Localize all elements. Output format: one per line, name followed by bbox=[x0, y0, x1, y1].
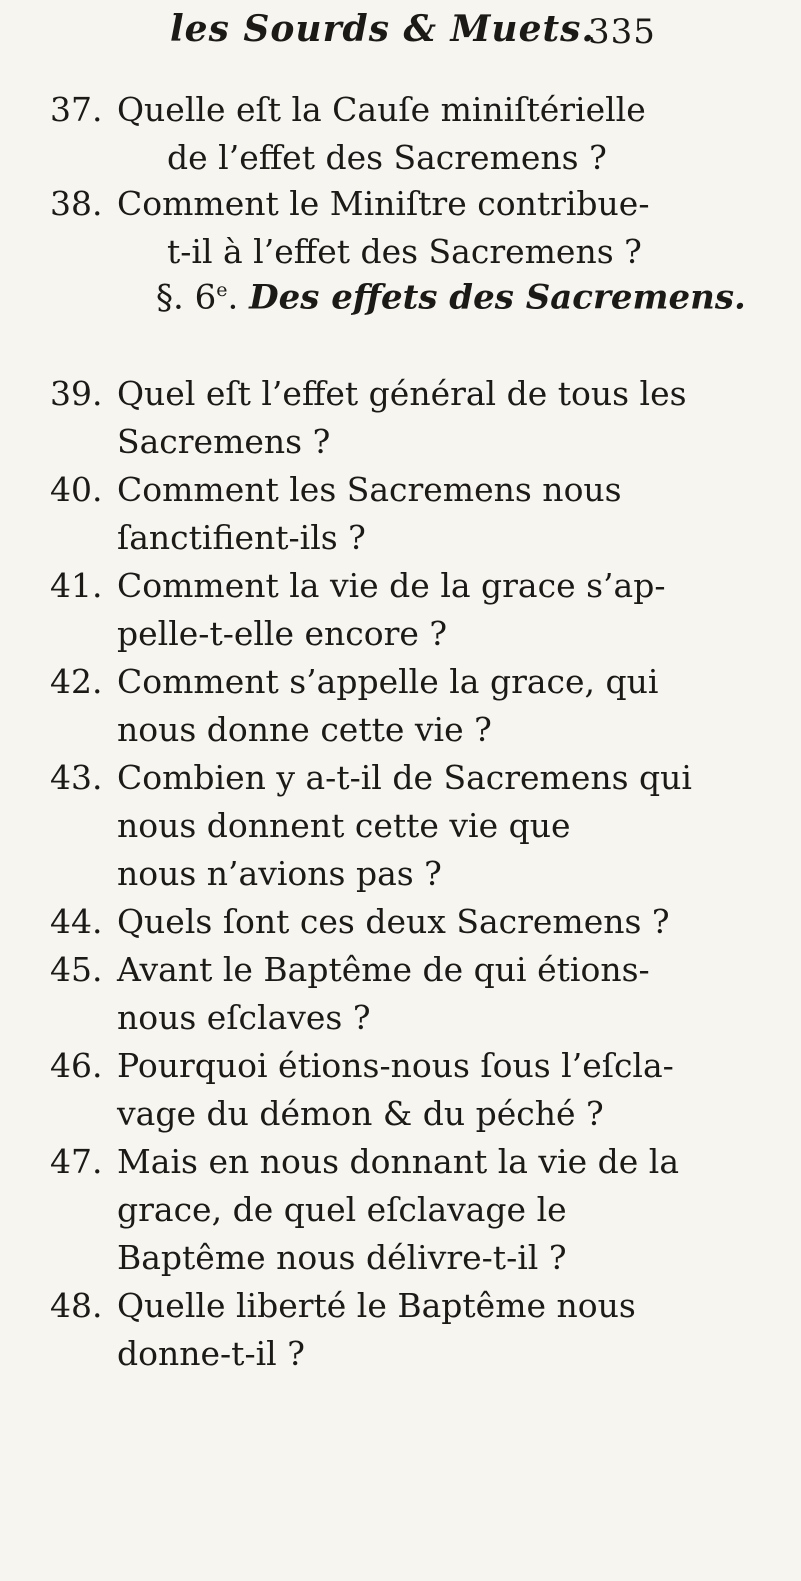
question-line: grace, de quel eſclavage le bbox=[117, 1190, 567, 1229]
question-line: de l’effet des Sacremens ? bbox=[167, 138, 607, 177]
question-line: Quelle eſt la Cauſe miniſtérielle bbox=[117, 90, 646, 129]
question-line: Quels ſont ces deux Sacremens ? bbox=[117, 902, 670, 941]
question-number: 43. bbox=[50, 758, 103, 797]
question-line: nous donnent cette vie que bbox=[117, 806, 571, 845]
question-number: 48. bbox=[50, 1286, 103, 1325]
section-ordinal-sup: e bbox=[216, 279, 228, 301]
section-symbol: §. bbox=[156, 277, 184, 318]
question-text bbox=[117, 1042, 777, 1138]
question-text bbox=[117, 370, 777, 466]
question-number: 46. bbox=[50, 1046, 103, 1085]
question-line: nous donne cette vie ? bbox=[117, 710, 492, 749]
question-text bbox=[117, 658, 777, 754]
question-line: Mais en nous donnant la vie de la bbox=[117, 1142, 679, 1181]
question-number: 39. bbox=[50, 374, 103, 413]
question-line: donne-t-il ? bbox=[117, 1334, 305, 1373]
question-number: 42. bbox=[50, 662, 103, 701]
page-header bbox=[0, 4, 801, 74]
question-line: ſanctifient-ils ? bbox=[117, 518, 366, 557]
question-text bbox=[117, 86, 777, 182]
question-number: 47. bbox=[50, 1142, 103, 1181]
question-number: 41. bbox=[50, 566, 103, 605]
section-ordinal: 6 bbox=[194, 277, 217, 318]
question-text bbox=[117, 898, 777, 946]
question-line: nous eſclaves ? bbox=[117, 998, 371, 1037]
question-line: nous n’avions pas ? bbox=[117, 854, 442, 893]
question-line: Avant le Baptême de qui étions- bbox=[117, 950, 650, 989]
question-text bbox=[117, 1138, 777, 1282]
question-line: Comment le Miniſtre contribue- bbox=[117, 184, 650, 223]
page-number: 335 bbox=[588, 12, 656, 52]
question-text bbox=[117, 754, 777, 898]
question-line: Quelle liberté le Baptême nous bbox=[117, 1286, 636, 1325]
question-text bbox=[117, 466, 777, 562]
question-line: vage du démon & du péché ? bbox=[117, 1094, 604, 1133]
section-heading: §. 6e. Des effets des Sacremens. bbox=[156, 277, 746, 318]
question-line: Comment s’appelle la grace, qui bbox=[117, 662, 659, 701]
question-text bbox=[117, 946, 777, 1042]
question-line: Combien y a-t-il de Sacremens qui bbox=[117, 758, 692, 797]
question-number: 38. bbox=[50, 184, 103, 223]
running-title: les Sourds & Muets. bbox=[170, 8, 595, 50]
question-text bbox=[117, 180, 777, 276]
question-line: Quel eſt l’effet général de tous les bbox=[117, 374, 687, 413]
question-text bbox=[117, 1282, 777, 1378]
question-line: Comment la vie de la grace s’ap- bbox=[117, 566, 666, 605]
question-number: 44. bbox=[50, 902, 103, 941]
question-line: Sacremens ? bbox=[117, 422, 331, 461]
question-line: Comment les Sacremens nous bbox=[117, 470, 622, 509]
section-title: Des effets des Sacremens. bbox=[249, 277, 746, 318]
question-line: t-il à l’effet des Sacremens ? bbox=[167, 232, 642, 271]
question-line: Baptême nous délivre-t-il ? bbox=[117, 1238, 567, 1277]
question-line: Pourquoi étions-nous ſous l’eſcla- bbox=[117, 1046, 674, 1085]
question-number: 40. bbox=[50, 470, 103, 509]
question-text bbox=[117, 562, 777, 658]
question-number: 45. bbox=[50, 950, 103, 989]
question-line: pelle-t-elle encore ? bbox=[117, 614, 448, 653]
question-number: 37. bbox=[50, 90, 103, 129]
